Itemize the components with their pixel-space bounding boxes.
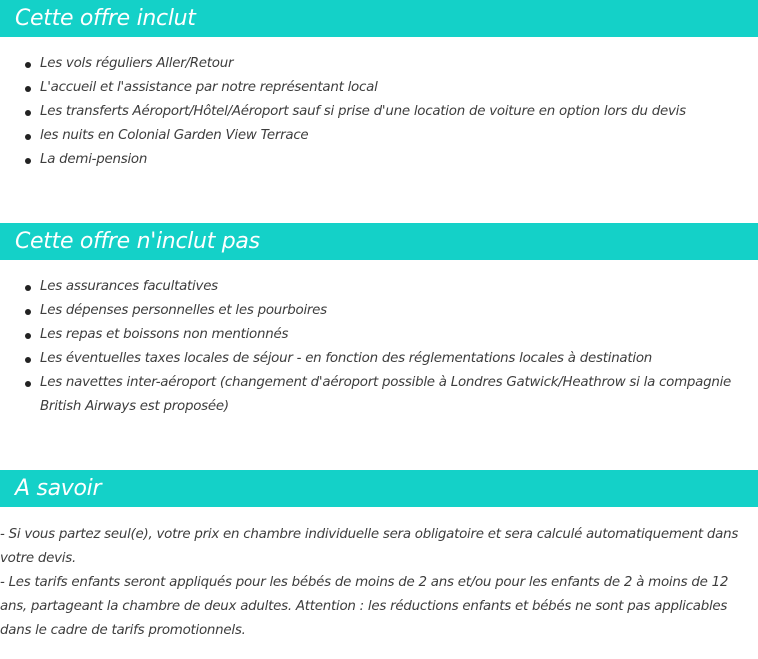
list-item (0, 124, 740, 148)
savoir-section-title: A savoir (0, 470, 758, 507)
included-list (0, 52, 740, 172)
bullet-icon (25, 357, 31, 363)
list-item-text: Les assurances facultatives (40, 279, 218, 294)
list-item-text: Les éventuelles taxes locales de séjour - en fonction des réglementations locales à destination (40, 351, 653, 366)
list-item (0, 371, 740, 419)
list-item-text: Les dépenses personnelles et les pourboires (40, 303, 327, 318)
list-item (0, 100, 740, 124)
list-item-text: La demi-pension (40, 152, 148, 167)
list-item (0, 76, 740, 100)
included-section-title: Cette offre inclut (0, 0, 758, 37)
savoir-paragraph: - Si vous partez seul(e), votre prix en chambre individuelle sera obligatoire et sera calculé automatiquement dans votre devis. (0, 527, 739, 566)
bullet-icon (25, 333, 31, 339)
list-item (0, 52, 740, 76)
list-item-text: Les transferts Aéroport/Hôtel/Aéroport sauf si prise d'une location de voiture en option lors du devis (40, 104, 686, 119)
savoir-paragraph: - Les tarifs enfants seront appliqués pour les bébés de moins de 2 ans et/ou pour les enfants de 2 à moins de 12 ans, partageant la chambre de deux adultes. Attention : les réductions enfants et bébés ne sont pas applicables dans le cadre de tarifs promotionnels. (0, 575, 729, 638)
bullet-icon (25, 309, 31, 315)
bullet-icon (25, 110, 31, 116)
list-item (0, 347, 740, 371)
list-item-text: Les navettes inter-aéroport (changement d'aéroport possible à Londres Gatwick/Heathrow si la compagnie British Airways est proposée) (40, 375, 732, 414)
bullet-icon (25, 381, 31, 387)
list-item-text: les nuits en Colonial Garden View Terrace (40, 128, 309, 143)
list-item-text: Les repas et boissons non mentionnés (40, 327, 289, 342)
excluded-list (0, 275, 740, 419)
bullet-icon (25, 86, 31, 92)
list-item (0, 148, 740, 172)
list-item-text: L'accueil et l'assistance par notre représentant local (40, 80, 378, 95)
bullet-icon (25, 134, 31, 140)
bullet-icon (25, 62, 31, 68)
list-item (0, 323, 740, 347)
excluded-section-title: Cette offre n'inclut pas (0, 223, 758, 260)
bullet-icon (25, 285, 31, 291)
bullet-icon (25, 158, 31, 164)
list-item-text: Les vols réguliers Aller/Retour (40, 56, 234, 71)
savoir-text (0, 523, 752, 643)
list-item (0, 299, 740, 323)
list-item (0, 275, 740, 299)
